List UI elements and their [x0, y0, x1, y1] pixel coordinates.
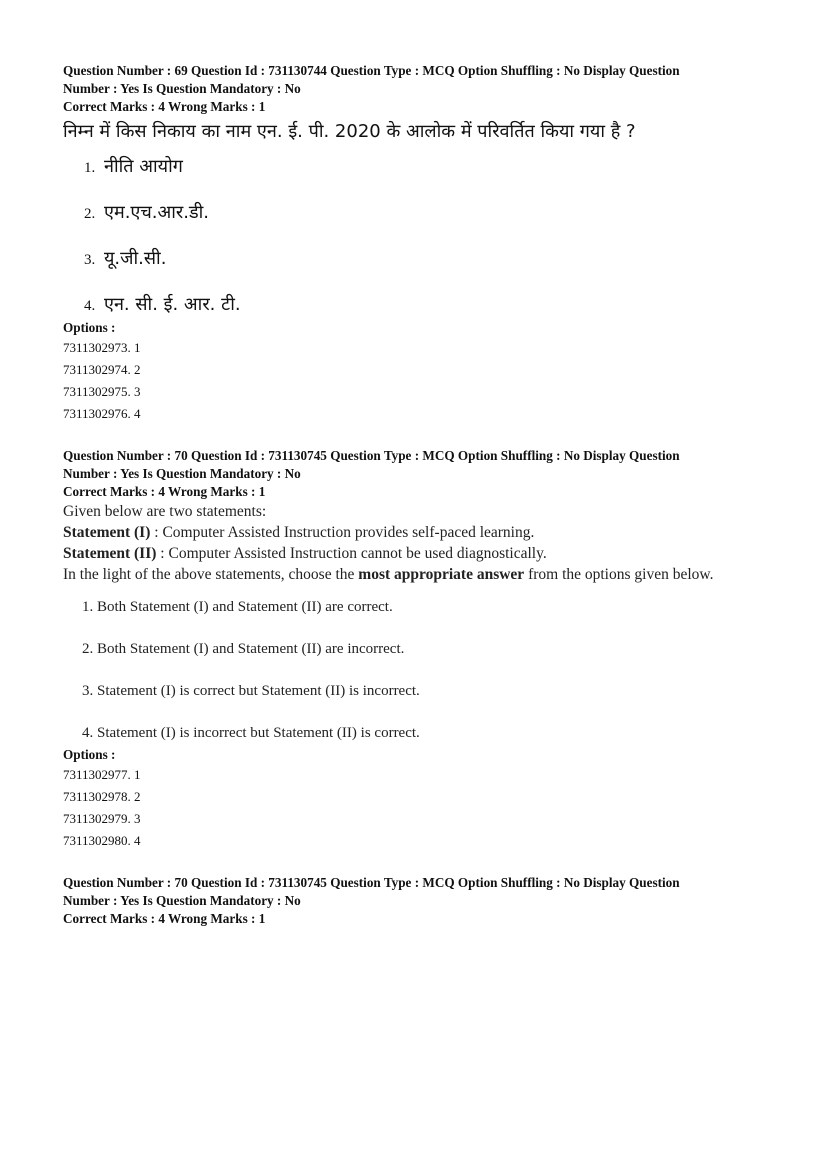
question-block-69: [63, 62, 788, 425]
option-id: 7311302975. 3: [63, 384, 141, 399]
choice-list: [63, 155, 788, 317]
meta-line: Correct Marks : 4 Wrong Marks : 1: [63, 99, 266, 114]
meta-line: Number : Yes Is Question Mandatory : No: [63, 466, 301, 481]
option-id: 7311302980. 4: [63, 833, 141, 848]
choice-item: 2. Both Statement (I) and Statement (II) are incorrect.: [82, 641, 405, 657]
question-block-70: [63, 447, 788, 852]
question-meta: [63, 62, 788, 116]
choice-item: 1. Both Statement (I) and Statement (II) are correct.: [82, 599, 393, 615]
question-text: [63, 501, 788, 585]
meta-line: Number : Yes Is Question Mandatory : No: [63, 893, 301, 908]
option-id: 7311302979. 3: [63, 811, 141, 826]
option-id-list: [63, 337, 788, 425]
intro-text: Given below are two statements:: [63, 503, 267, 520]
option-id: 7311302978. 2: [63, 789, 141, 804]
question-meta: [63, 874, 788, 928]
options-label: Options :: [63, 747, 116, 762]
meta-line: Number : Yes Is Question Mandatory : No: [63, 81, 301, 96]
choice-item: 3. यू.जी.सी.: [84, 248, 167, 269]
statement-1: Statement (I) : Computer Assisted Instruction provides self-paced learning.: [63, 524, 535, 541]
meta-line: Correct Marks : 4 Wrong Marks : 1: [63, 484, 266, 499]
option-id-list: [63, 764, 788, 852]
choice-item: 4. एन. सी. ई. आर. टी.: [84, 294, 241, 315]
choice-item: 3. Statement (I) is correct but Statement (II) is incorrect.: [82, 683, 420, 699]
question-meta: [63, 447, 788, 501]
option-id: 7311302973. 1: [63, 340, 141, 355]
option-id: 7311302977. 1: [63, 767, 141, 782]
options-label: Options :: [63, 320, 116, 335]
choice-item: 4. Statement (I) is incorrect but Statement (II) is correct.: [82, 725, 420, 741]
question-text: निम्न में किस निकाय का नाम एन. ई. पी. 2020 के आलोक में परिवर्तित किया गया है ?: [63, 121, 636, 142]
choice-list: [63, 597, 788, 744]
question-block-70-repeat: [63, 874, 788, 928]
statement-2: Statement (II) : Computer Assisted Instruction cannot be used diagnostically.: [63, 545, 547, 562]
meta-line: Question Number : 69 Question Id : 731130744 Question Type : MCQ Option Shuffling : No Display Question: [63, 63, 680, 78]
meta-line: Question Number : 70 Question Id : 731130745 Question Type : MCQ Option Shuffling : No Display Question: [63, 875, 680, 890]
meta-line: Correct Marks : 4 Wrong Marks : 1: [63, 911, 266, 926]
option-id: 7311302976. 4: [63, 406, 141, 421]
instruction-text: In the light of the above statements, choose the most appropriate answer from the options given below.: [63, 566, 714, 583]
document-page: [63, 62, 788, 928]
choice-item: 2. एम.एच.आर.डी.: [84, 202, 210, 223]
option-id: 7311302974. 2: [63, 362, 141, 377]
choice-item: 1. नीति आयोग: [84, 156, 183, 177]
meta-line: Question Number : 70 Question Id : 731130745 Question Type : MCQ Option Shuffling : No Display Question: [63, 448, 680, 463]
